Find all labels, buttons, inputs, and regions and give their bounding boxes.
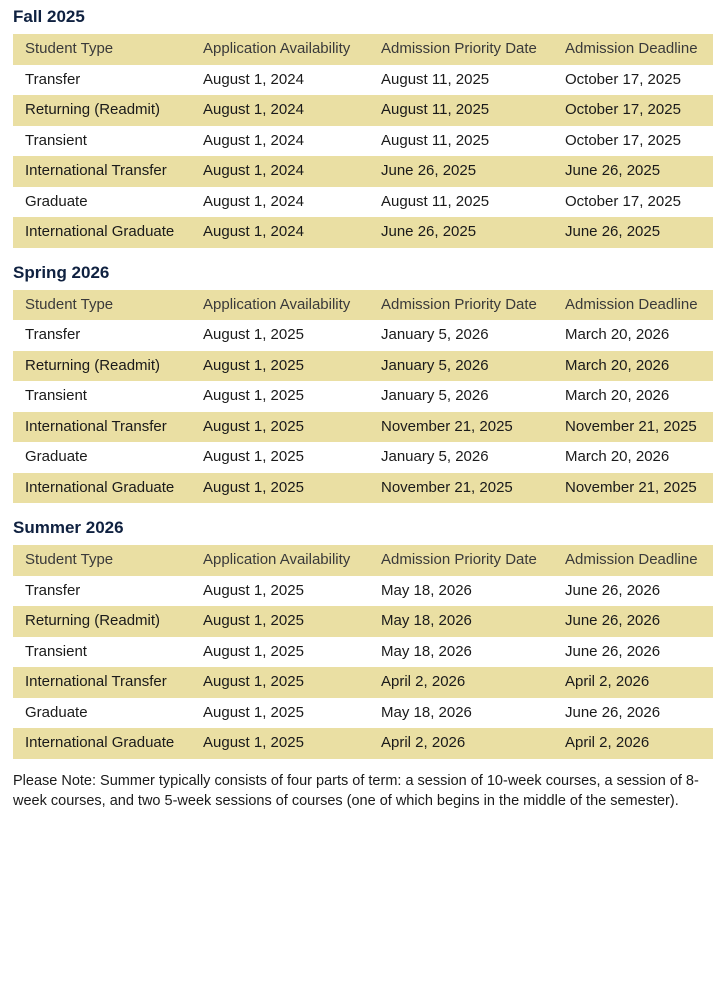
student-type-cell: Transient <box>13 637 191 668</box>
column-header-student-type: Student Type <box>13 34 191 65</box>
student-type-cell: International Transfer <box>13 667 191 698</box>
column-header-admission-priority-date: Admission Priority Date <box>369 290 553 321</box>
deadline-cell: November 21, 2025 <box>553 473 713 504</box>
student-type-cell: Transfer <box>13 320 191 351</box>
student-type-cell: Transient <box>13 126 191 157</box>
application-availability-cell: August 1, 2025 <box>191 381 369 412</box>
deadline-cell: October 17, 2025 <box>553 126 713 157</box>
table-row <box>13 351 713 382</box>
deadline-cell: October 17, 2025 <box>553 187 713 218</box>
deadline-cell: June 26, 2026 <box>553 606 713 637</box>
priority-date-cell: August 11, 2025 <box>369 126 553 157</box>
term-title: Spring 2026 <box>13 262 110 282</box>
student-type-cell: Graduate <box>13 187 191 218</box>
application-availability-cell: August 1, 2024 <box>191 65 369 96</box>
student-type-cell: Transfer <box>13 576 191 607</box>
student-type-cell: International Transfer <box>13 156 191 187</box>
application-availability-cell: August 1, 2025 <box>191 637 369 668</box>
student-type-cell: International Transfer <box>13 412 191 443</box>
column-header-admission-priority-date: Admission Priority Date <box>369 34 553 65</box>
application-availability-cell: August 1, 2024 <box>191 187 369 218</box>
term-section-summer-2026 <box>13 519 713 759</box>
deadline-cell: April 2, 2026 <box>553 728 713 759</box>
table-row <box>13 95 713 126</box>
term-table <box>13 290 713 504</box>
deadline-cell: October 17, 2025 <box>553 95 713 126</box>
student-type-cell: Transient <box>13 381 191 412</box>
deadline-cell: June 26, 2026 <box>553 637 713 668</box>
priority-date-cell: June 26, 2025 <box>369 217 553 248</box>
application-availability-cell: August 1, 2025 <box>191 473 369 504</box>
table-header-row <box>13 290 713 321</box>
column-header-admission-deadline: Admission Deadline <box>553 290 713 321</box>
deadline-cell: November 21, 2025 <box>553 412 713 443</box>
priority-date-cell: November 21, 2025 <box>369 412 553 443</box>
application-availability-cell: August 1, 2025 <box>191 698 369 729</box>
student-type-cell: Returning (Readmit) <box>13 606 191 637</box>
application-availability-cell: August 1, 2025 <box>191 728 369 759</box>
term-table <box>13 545 713 759</box>
deadline-cell: March 20, 2026 <box>553 320 713 351</box>
deadline-cell: March 20, 2026 <box>553 381 713 412</box>
column-header-application-availability: Application Availability <box>191 545 369 576</box>
table-row <box>13 442 713 473</box>
deadline-cell: June 26, 2025 <box>553 217 713 248</box>
priority-date-cell: May 18, 2026 <box>369 637 553 668</box>
student-type-cell: Graduate <box>13 698 191 729</box>
application-availability-cell: August 1, 2025 <box>191 606 369 637</box>
term-table <box>13 34 713 248</box>
student-type-cell: International Graduate <box>13 217 191 248</box>
application-availability-cell: August 1, 2025 <box>191 351 369 382</box>
summer-note: Please Note: Summer typically consists of four parts of term: a session of 10-week courses, a session of 8-week courses, and two 5-week sessions of courses (one of which begins in the middle of the semester). <box>13 772 699 809</box>
priority-date-cell: November 21, 2025 <box>369 473 553 504</box>
deadline-cell: June 26, 2025 <box>553 156 713 187</box>
application-availability-cell: August 1, 2025 <box>191 412 369 443</box>
table-row <box>13 473 713 504</box>
priority-date-cell: January 5, 2026 <box>369 381 553 412</box>
column-header-student-type: Student Type <box>13 545 191 576</box>
application-availability-cell: August 1, 2024 <box>191 156 369 187</box>
column-header-application-availability: Application Availability <box>191 34 369 65</box>
priority-date-cell: January 5, 2026 <box>369 320 553 351</box>
priority-date-cell: June 26, 2025 <box>369 156 553 187</box>
deadline-cell: March 20, 2026 <box>553 351 713 382</box>
column-header-student-type: Student Type <box>13 290 191 321</box>
deadline-cell: March 20, 2026 <box>553 442 713 473</box>
deadline-cell: October 17, 2025 <box>553 65 713 96</box>
application-availability-cell: August 1, 2024 <box>191 95 369 126</box>
student-type-cell: Returning (Readmit) <box>13 95 191 126</box>
term-title: Fall 2025 <box>13 7 85 26</box>
priority-date-cell: May 18, 2026 <box>369 698 553 729</box>
column-header-admission-deadline: Admission Deadline <box>553 34 713 65</box>
table-row <box>13 217 713 248</box>
table-row <box>13 126 713 157</box>
table-header-row <box>13 545 713 576</box>
table-row <box>13 381 713 412</box>
priority-date-cell: August 11, 2025 <box>369 187 553 218</box>
priority-date-cell: August 11, 2025 <box>369 95 553 126</box>
student-type-cell: International Graduate <box>13 728 191 759</box>
table-row <box>13 606 713 637</box>
deadline-cell: April 2, 2026 <box>553 667 713 698</box>
application-availability-cell: August 1, 2024 <box>191 126 369 157</box>
application-availability-cell: August 1, 2025 <box>191 442 369 473</box>
table-row <box>13 412 713 443</box>
application-availability-cell: August 1, 2025 <box>191 576 369 607</box>
term-title: Summer 2026 <box>13 518 124 537</box>
priority-date-cell: April 2, 2026 <box>369 728 553 759</box>
column-header-admission-priority-date: Admission Priority Date <box>369 545 553 576</box>
priority-date-cell: January 5, 2026 <box>369 351 553 382</box>
priority-date-cell: August 11, 2025 <box>369 65 553 96</box>
table-row <box>13 187 713 218</box>
application-availability-cell: August 1, 2025 <box>191 320 369 351</box>
table-row <box>13 698 713 729</box>
term-section-fall-2025 <box>13 8 713 248</box>
table-row <box>13 576 713 607</box>
table-row <box>13 156 713 187</box>
deadline-cell: June 26, 2026 <box>553 698 713 729</box>
student-type-cell: Returning (Readmit) <box>13 351 191 382</box>
priority-date-cell: April 2, 2026 <box>369 667 553 698</box>
table-header-row <box>13 34 713 65</box>
priority-date-cell: January 5, 2026 <box>369 442 553 473</box>
student-type-cell: Transfer <box>13 65 191 96</box>
table-row <box>13 728 713 759</box>
student-type-cell: Graduate <box>13 442 191 473</box>
student-type-cell: International Graduate <box>13 473 191 504</box>
priority-date-cell: May 18, 2026 <box>369 606 553 637</box>
column-header-admission-deadline: Admission Deadline <box>553 545 713 576</box>
priority-date-cell: May 18, 2026 <box>369 576 553 607</box>
term-section-spring-2026 <box>13 264 713 504</box>
table-row <box>13 667 713 698</box>
application-availability-cell: August 1, 2025 <box>191 667 369 698</box>
deadline-cell: June 26, 2026 <box>553 576 713 607</box>
application-availability-cell: August 1, 2024 <box>191 217 369 248</box>
table-row <box>13 65 713 96</box>
table-row <box>13 637 713 668</box>
column-header-application-availability: Application Availability <box>191 290 369 321</box>
table-row <box>13 320 713 351</box>
